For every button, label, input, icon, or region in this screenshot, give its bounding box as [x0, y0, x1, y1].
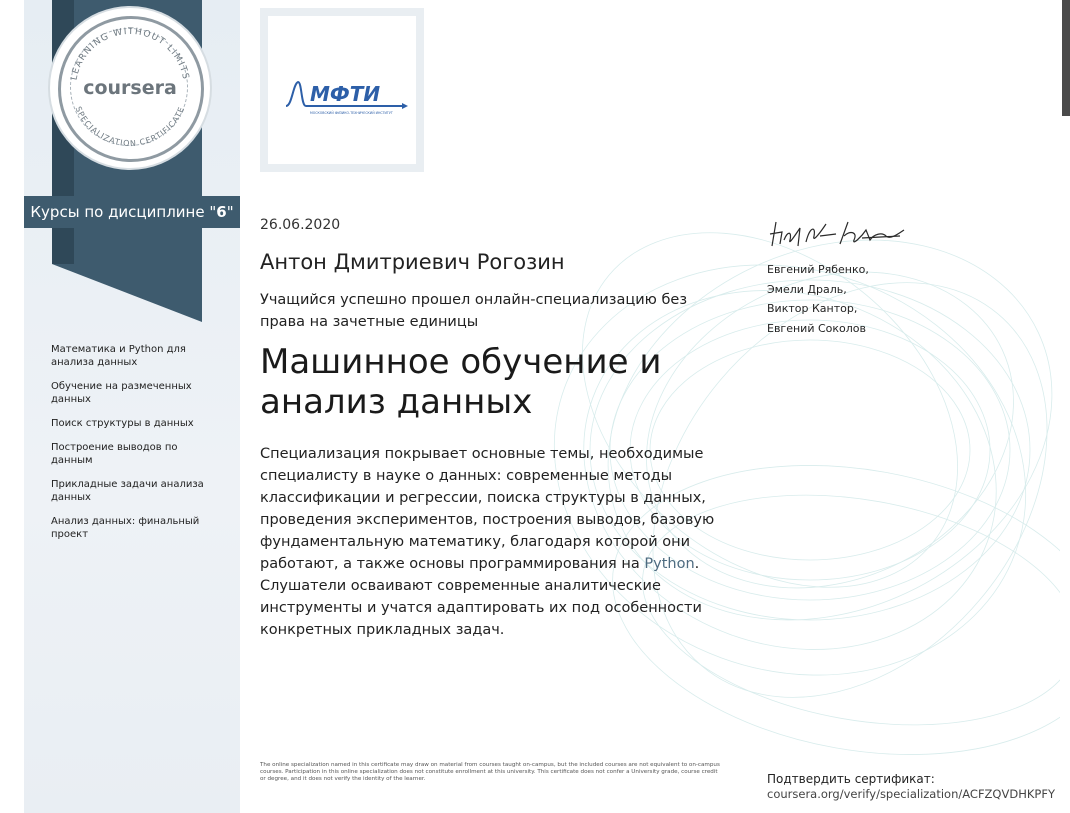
svg-text:МФТИ: МФТИ [310, 82, 381, 106]
completion-statement: Учащийся успешно прошел онлайн-специализацию без права на зачетные единицы [260, 292, 688, 330]
specialization-description: Специализация покрывает основные темы, необходимые специалисту в науке о данных: современные методы классификации и регрессии, поиска структуры в данных, проведения экспериментов, построения выводов, базовую фундаментальную математику, благодаря которой они работают, а также основы программирования на Python. Слушатели осваивают современные аналитические инструменты и учатся адаптировать их под особенности конкретных прикладных задач. [260, 446, 715, 638]
outer-margin [0, 0, 24, 813]
specialization-title: Машинное обучение и анализ данных [260, 342, 662, 422]
list-item: Обучение на размеченных данных [51, 381, 192, 405]
instructor-list [767, 260, 869, 338]
list-item: Математика и Python для анализа данных [51, 344, 186, 368]
svg-text:SPECIALIZATION CERTIFICATE: SPECIALIZATION CERTIFICATE [73, 105, 187, 149]
verify-link[interactable]: coursera.org/verify/specialization/ACFZQVDHKPFY [767, 787, 1055, 801]
list-item: Построение выводов по данным [51, 442, 178, 466]
seal-brand: coursera [83, 77, 177, 99]
university-logo [268, 16, 416, 164]
university-logo-frame [260, 8, 424, 172]
courses-banner: Курсы по дисциплине "6" [24, 196, 240, 228]
coursera-seal [50, 8, 210, 168]
course-list [51, 343, 216, 552]
seal-lettering [50, 8, 210, 168]
verify-label: Подтвердить сертификат: [767, 772, 935, 786]
mipt-logo-icon [284, 76, 408, 116]
right-edge-bar [1062, 0, 1070, 116]
instructor-name: Эмели Драль, [767, 282, 847, 296]
svg-text:LEARNING WITHOUT LIMITS: LEARNING WITHOUT LIMITS [69, 26, 191, 82]
instructor-name: Виктор Кантор, [767, 302, 858, 315]
instructor-name: Евгений Рябенко, [767, 263, 869, 276]
list-item: Прикладные задачи анализа данных [51, 479, 204, 503]
recipient-name: Антон Дмитриевич Рогозин [260, 250, 565, 274]
svg-text:МОСКОВСКИЙ ФИЗИКО-ТЕХНИЧЕСКИЙ: МОСКОВСКИЙ ФИЗИКО-ТЕХНИЧЕСКИЙ ИНСТИТУТ [310, 111, 393, 115]
disclaimer: The online specialization named in this certificate may draw on material from courses taught on-campus, but the included courses are not equivalent to on-campus courses. Participation in this online specialization does not constitute enrollment at this university. This certificate does not confer a University grade, course credit or degree, and it does not verify the identity of the learner. [260, 762, 720, 782]
instructor-name: Евгений Соколов [767, 321, 866, 335]
instructor-signatures [766, 216, 916, 252]
verify-block [767, 772, 1055, 802]
list-item: Поиск структуры в данных [51, 418, 194, 429]
issue-date: 26.06.2020 [260, 217, 341, 233]
list-item: Анализ данных: финальный проект [51, 516, 200, 540]
